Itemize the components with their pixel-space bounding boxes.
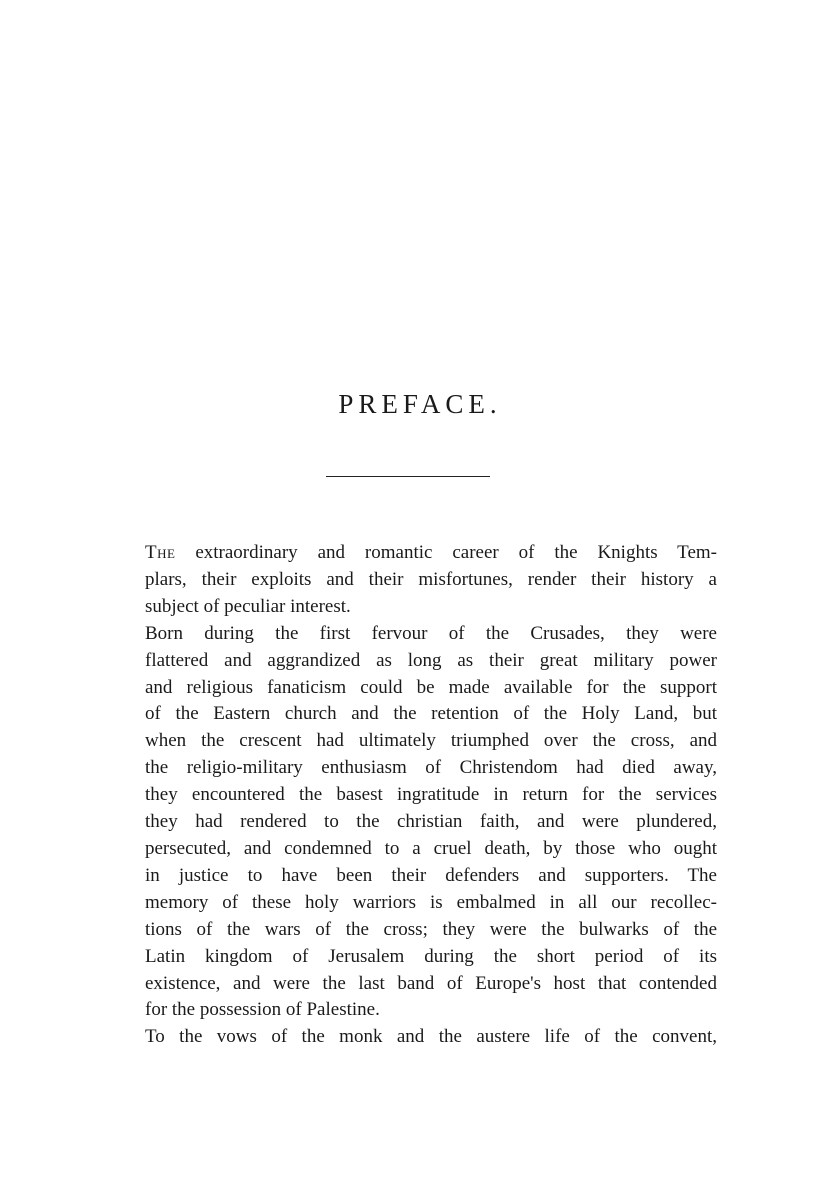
lead-word: The	[145, 542, 176, 563]
text-line: the religio-military enthusiasm of Christendom had died away,	[145, 757, 717, 779]
text-line: and religious fanaticism could be made available for the support	[145, 676, 717, 698]
text-line: memory of these holy warriors is embalmed in all our recollec-	[145, 891, 717, 913]
text-line: they had rendered to the christian faith, and were plundered,	[145, 811, 717, 833]
paragraph-1	[145, 540, 717, 621]
text-line: in justice to have been their defenders and supporters. The	[145, 864, 717, 886]
paragraph-2	[145, 621, 717, 1025]
paragraph-3	[145, 1024, 717, 1051]
text-line: tions of the wars of the cross; they were the bulwarks of the	[145, 918, 717, 940]
text-line: they encountered the basest ingratitude in return for the services	[145, 784, 717, 806]
text-line: Latin kingdom of Jerusalem during the short period of its	[145, 945, 717, 967]
text-line: of the Eastern church and the retention of the Holy Land, but	[145, 703, 717, 725]
text-line: persecuted, and condemned to a cruel death, by those who ought	[145, 837, 717, 859]
text-line: for the possession of Palestine.	[145, 999, 380, 1021]
preface-body	[145, 540, 717, 1051]
title-rule	[326, 476, 490, 477]
text-line: subject of peculiar interest.	[145, 595, 351, 617]
page-title: PREFACE.	[338, 389, 502, 419]
text-line: when the crescent had ultimately triumphed over the cross, and	[145, 730, 717, 752]
text-line: plars, their exploits and their misfortunes, render their history a	[145, 568, 717, 590]
text-line: To the vows of the monk and the austere life of the convent,	[145, 1026, 717, 1048]
text-line-content: extraordinary and romantic career of the Knights Tem-	[175, 542, 717, 563]
text-line: existence, and were the last band of Europe's host that contended	[145, 972, 717, 994]
text-line	[145, 540, 717, 567]
text-line: flattered and aggrandized as long as their great military power	[145, 649, 717, 671]
text-line: Born during the first fervour of the Crusades, they were	[145, 622, 717, 644]
